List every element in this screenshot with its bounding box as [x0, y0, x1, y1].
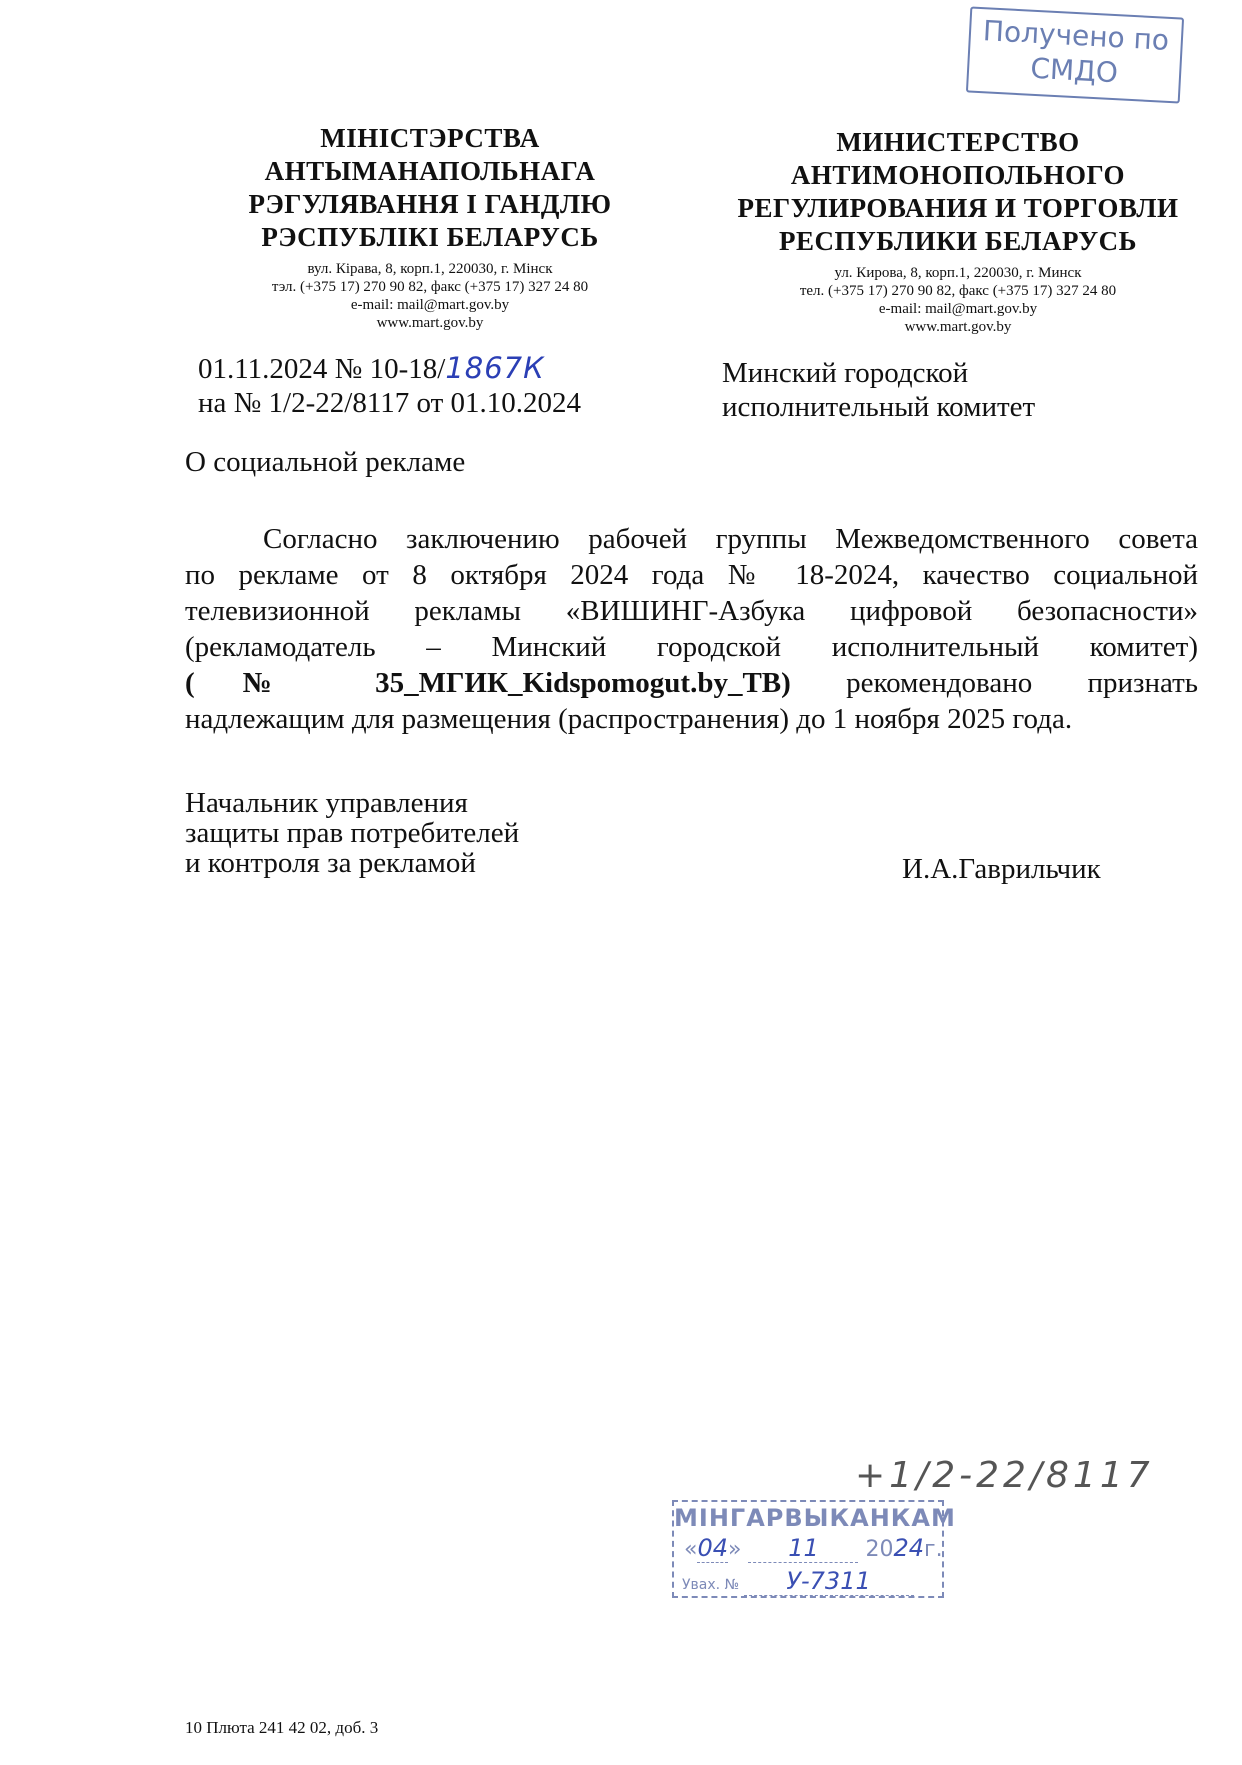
- handwritten-outgoing-number: 1867К: [445, 351, 545, 385]
- signatory-position-line-1: Начальник управления: [185, 787, 468, 819]
- header-ru-web: www.mart.gov.by: [904, 319, 1012, 335]
- stamp-reg-label: Уваx. №: [682, 1577, 740, 1593]
- header-by-title-4: РЭСПУБЛІКІ БЕЛАРУСЬ: [261, 222, 599, 252]
- header-ru-phone: тел. (+375 17) 270 90 82, факс (+375 17) 327 24 80: [799, 283, 1117, 299]
- header-ru-title-3: РЕГУЛИРОВАНИЯ И ТОРГОВЛИ: [737, 193, 1179, 223]
- addressee-line-1: Минский городской: [722, 357, 969, 389]
- outgoing-reference: [198, 352, 545, 386]
- ad-code: (№ 35_МГИК_Kidspomogut.by_ТВ): [185, 667, 791, 699]
- stamp-date-row: «04» 11 2024г.: [684, 1534, 943, 1562]
- header-ru-title-4: РЕСПУБЛИКИ БЕЛАРУСЬ: [778, 226, 1138, 256]
- header-ru-address: ул. Кирова, 8, корп.1, 220030, г. Минск: [834, 265, 1082, 281]
- stamp-year: 24: [893, 1534, 925, 1562]
- stamp-org-name: МІНГАРВЫКАНКАМ: [674, 1504, 956, 1532]
- body-line-4: (рекламодатель – Минский городской исполнительный комитет): [185, 631, 1198, 663]
- subject-line: О социальной рекламе: [185, 446, 466, 478]
- header-by-title-2: АНТЫМАНАПОЛЬНАГА: [264, 156, 596, 186]
- signatory-position-line-3: и контроля за рекламой: [185, 847, 476, 879]
- header-by-phone: тэл. (+375 17) 270 90 82, факс (+375 17) 327 24 80: [271, 279, 589, 295]
- stamp-line-2: СМДО: [1029, 51, 1119, 90]
- reply-reference: на № 1/2-22/8117 от 01.10.2024: [198, 387, 582, 419]
- addressee-line-2: исполнительный комитет: [722, 391, 1036, 423]
- header-ru-email: e-mail: mail@mart.gov.by: [878, 301, 1038, 317]
- header-ru-title-1: МИНИСТЕРСТВО: [836, 127, 1080, 157]
- letter-body: [185, 521, 1198, 737]
- outgoing-date-number: 01.11.2024 № 10-18/: [198, 353, 446, 385]
- stamp-month: 11: [748, 1534, 858, 1563]
- body-line-3: телевизионной рекламы «ВИШИНГ-Азбука цифровой безопасности»: [185, 595, 1198, 627]
- handwritten-reference: +1/2-22/8117: [855, 1455, 1154, 1496]
- header-by-email: e-mail: mail@mart.gov.by: [350, 297, 510, 313]
- stamp-day: 04: [697, 1534, 729, 1562]
- header-ru-title-2: АНТИМОНОПОЛЬНОГО: [790, 160, 1126, 190]
- addressee: [722, 356, 1035, 424]
- signatory-position: [185, 788, 519, 878]
- header-by-title-3: РЭГУЛЯВАННЯ І ГАНДЛЮ: [248, 189, 612, 219]
- footer-executor: 10 Плюта 241 42 02, доб. 3: [185, 1718, 379, 1737]
- body-line-5: [185, 665, 1198, 701]
- header-russian: [708, 126, 1208, 336]
- header-belarusian: [210, 122, 650, 332]
- body-line-2: по рекламе от 8 октября 2024 года № 18-2024, качество социальной: [185, 559, 1198, 591]
- stamp-reg-number: У-7311: [744, 1567, 914, 1596]
- body-line-5-rest: рекомендовано признать: [846, 667, 1199, 699]
- incoming-registration-stamp: [672, 1500, 956, 1598]
- signatory-name: И.А.Гаврильчик: [902, 853, 1101, 885]
- header-by-address: вул. Кірава, 8, корп.1, 220030, г. Мінск: [307, 261, 553, 277]
- stamp-line-1: Получено по: [982, 14, 1170, 57]
- signatory-position-line-2: защиты прав потребителей: [185, 817, 520, 849]
- header-by-title-1: МІНІСТЭРСТВА: [320, 123, 540, 153]
- body-line-6: надлежащим для размещения (распространения) до 1 ноября 2025 года.: [185, 703, 1073, 735]
- stamp-year-prefix: 20: [865, 1537, 894, 1562]
- stamp-reg-row: [682, 1567, 942, 1596]
- received-smdo-stamp: [966, 6, 1184, 103]
- body-line-1: Согласно заключению рабочей группы Межведомственного совета: [263, 523, 1198, 555]
- header-by-web: www.mart.gov.by: [376, 315, 484, 331]
